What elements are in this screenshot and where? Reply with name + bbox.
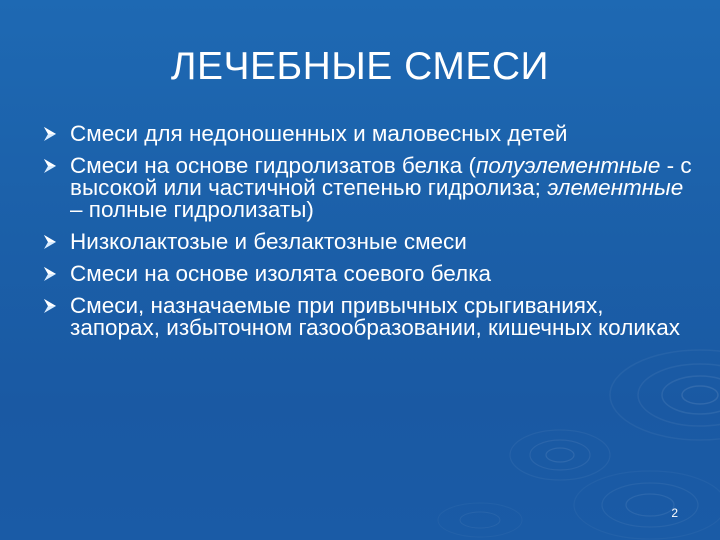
bullet-text-segment: Смеси, назначаемые при привычных срыгиваниях, запорах, избыточном газообразовании, кишечных коликах: [70, 293, 680, 340]
arrowhead-bullet-icon: [42, 234, 58, 250]
bullet-text-segment: – полные гидролизаты): [70, 197, 314, 222]
bullet-text-segment: - с высокой или частичной степенью гидролиза;: [70, 153, 692, 200]
bullet-text: [70, 293, 680, 340]
bullet-text-segment: Смеси для недоношенных и маловесных детей: [70, 121, 568, 146]
bullet-text-italic: полуэлементные: [476, 153, 661, 178]
page-number: 2: [671, 506, 678, 520]
bullet-text: [70, 121, 567, 146]
bullet-text: [70, 229, 467, 254]
arrowhead-bullet-icon: [42, 266, 58, 282]
bullet-text-segment: Низколактозые и безлактозные смеси: [70, 229, 467, 254]
bullet-item: [42, 231, 692, 253]
arrowhead-bullet-icon: [42, 298, 58, 314]
bullet-text-segment: Смеси на основе гидролизатов белка (: [70, 153, 477, 178]
bullet-item: [42, 295, 692, 339]
bullet-text-italic: элементные: [547, 175, 684, 200]
arrowhead-bullet-icon: [42, 126, 58, 142]
bullet-item: [42, 155, 692, 221]
bullet-item: [42, 263, 692, 285]
slide-title: ЛЕЧЕБНЫЕ СМЕСИ: [170, 45, 550, 88]
bullet-item: [42, 123, 692, 145]
bullet-list: [42, 123, 692, 349]
arrowhead-bullet-icon: [42, 158, 58, 174]
bullet-text-segment: Смеси на основе изолята соевого белка: [70, 261, 492, 286]
bullet-text: [70, 261, 491, 286]
bullet-text: [70, 153, 692, 222]
